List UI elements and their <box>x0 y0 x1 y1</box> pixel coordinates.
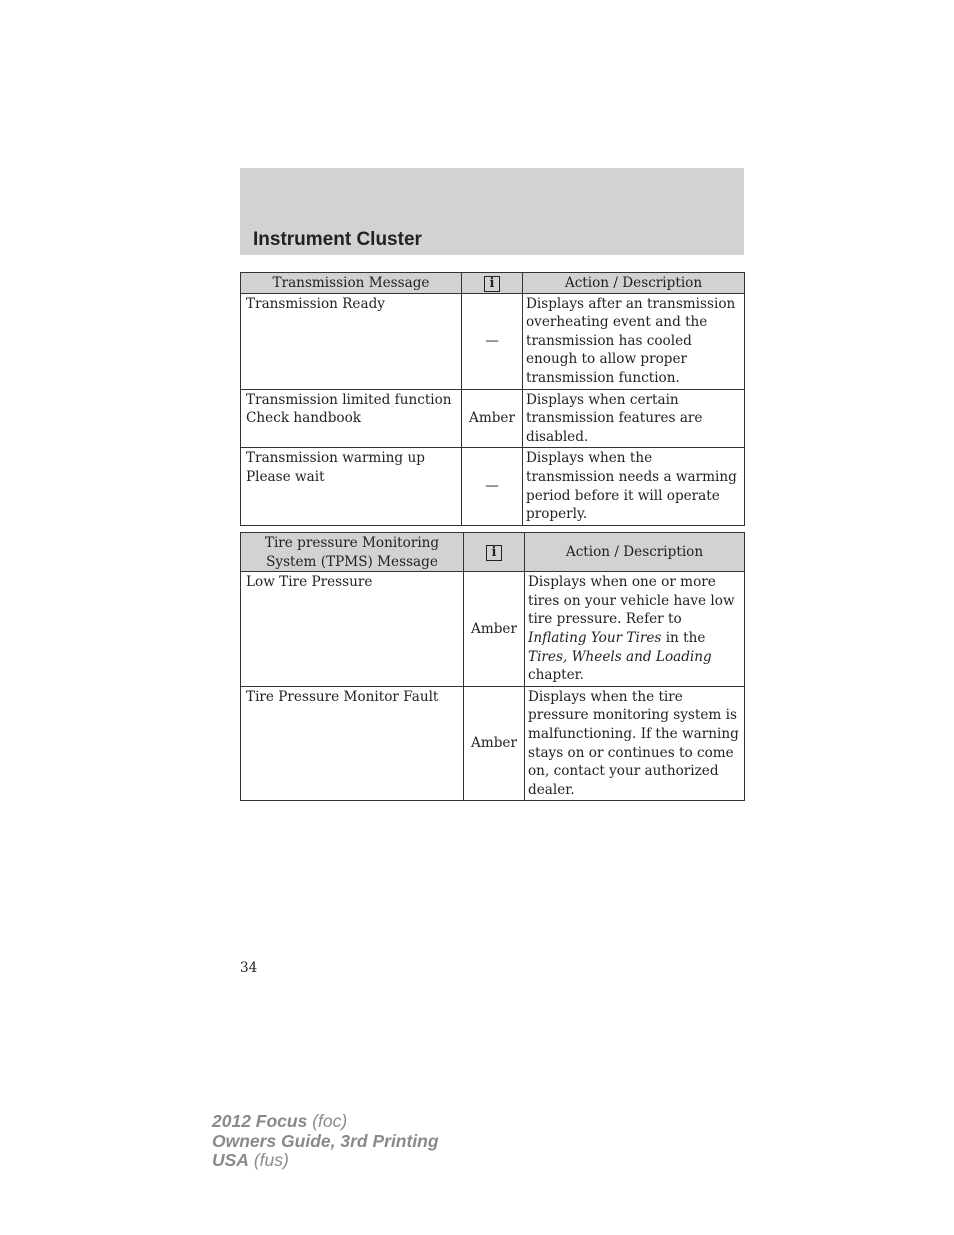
table-header-row <box>241 533 745 572</box>
table-row <box>241 686 745 801</box>
column-header-message: Tire pressure Monitoring System (TPMS) Message <box>241 533 464 572</box>
message-cell: Tire Pressure Monitor Fault <box>241 686 464 801</box>
footer-market-code: (fus) <box>253 1150 289 1170</box>
tpms-message-table <box>240 532 745 801</box>
indicator-cell: — <box>462 293 523 389</box>
message-cell: Transmission limited function Check handbook <box>241 389 462 448</box>
column-header-action: Action / Description <box>523 273 745 294</box>
table-row <box>241 389 745 448</box>
column-header-message: Transmission Message <box>241 273 462 294</box>
cross-reference-link: Inflating Your Tires <box>528 629 662 646</box>
info-icon: i <box>484 276 500 292</box>
footer-line-guide <box>212 1132 439 1152</box>
info-icon: i <box>486 545 502 561</box>
footer-line-market <box>212 1151 439 1171</box>
page-number: 34 <box>240 960 258 976</box>
footer-model-code: (foc) <box>312 1111 348 1131</box>
indicator-cell: Amber <box>464 686 525 801</box>
message-cell: Transmission Ready <box>241 293 462 389</box>
table-row <box>241 293 745 389</box>
description-text: in the <box>661 629 706 646</box>
description-cell: Displays when the tire pressure monitoring system is malfunctioning. If the warning stays on or continues to come on, contact your authorized dealer. <box>525 686 745 801</box>
column-header-action: Action / Description <box>525 533 745 572</box>
footer-model: 2012 Focus <box>212 1111 308 1131</box>
indicator-cell: Amber <box>462 389 523 448</box>
indicator-cell: Amber <box>464 572 525 687</box>
message-cell: Transmission warming up Please wait <box>241 448 462 525</box>
footer-guide: Owners Guide, 3rd Printing <box>212 1130 439 1151</box>
column-header-icon <box>462 273 523 294</box>
description-cell: Displays after an transmission overheating event and the transmission has cooled enough to allow proper transmission function. <box>523 293 745 389</box>
description-cell: Displays when certain transmission features are disabled. <box>523 389 745 448</box>
table-row <box>241 572 745 687</box>
description-text: chapter. <box>528 667 585 684</box>
footer-line-model <box>212 1112 439 1132</box>
table-row <box>241 448 745 525</box>
chapter-reference: Tires, Wheels and Loading <box>528 648 712 665</box>
section-title: Instrument Cluster <box>253 229 422 250</box>
transmission-message-table <box>240 272 745 526</box>
footer-market: USA <box>212 1150 249 1170</box>
column-header-icon <box>464 533 525 572</box>
document-footer <box>212 1112 439 1171</box>
description-cell: Displays when the transmission needs a warming period before it will operate properly. <box>523 448 745 525</box>
section-header-band <box>240 168 744 255</box>
indicator-cell: — <box>462 448 523 525</box>
description-text: Displays when one or more tires on your vehicle have low tire pressure. Refer to <box>528 574 735 628</box>
message-cell: Low Tire Pressure <box>241 572 464 687</box>
description-cell <box>525 572 745 687</box>
table-header-row <box>241 273 745 294</box>
